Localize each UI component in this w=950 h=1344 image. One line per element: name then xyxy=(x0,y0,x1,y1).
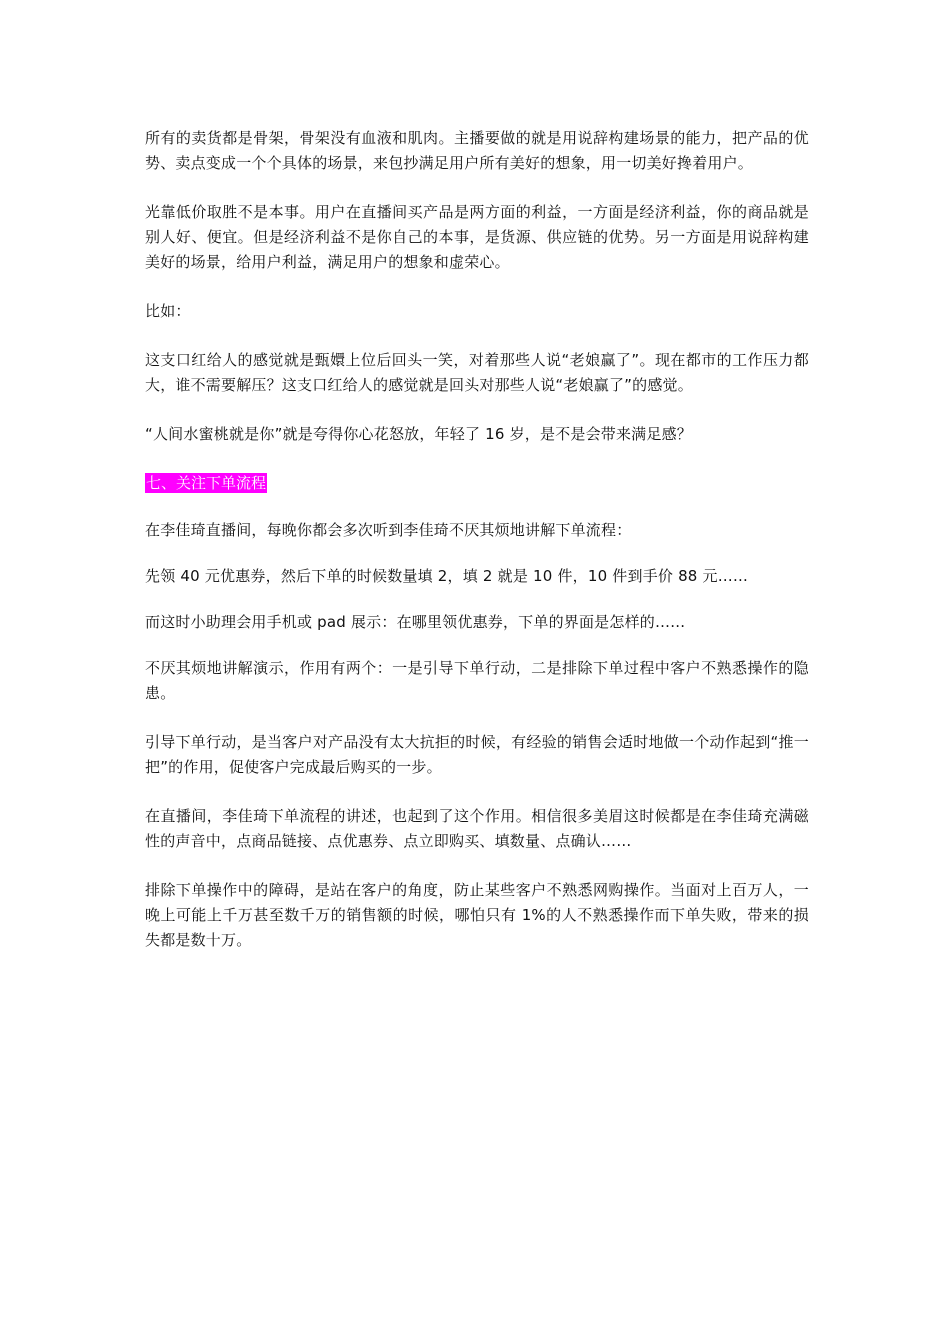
paragraph: 这支口红给人的感觉就是甄嬛上位后回头一笑，对着那些人说“老娘赢了”。现在都市的工作压力都大，谁不需要解压？这支口红给人的感觉就是回头对那些人说“老娘赢了”的感觉。 xyxy=(145,351,809,394)
paragraph: 不厌其烦地讲解演示，作用有两个：一是引导下单行动，二是排除下单过程中客户不熟悉操作的隐患。 xyxy=(145,659,809,702)
section-heading-text: 七、关注下单流程 xyxy=(146,474,267,492)
paragraph: 比如： xyxy=(145,302,191,320)
paragraph: 在直播间，李佳琦下单流程的讲述，也起到了这个作用。相信很多美眉这时候都是在李佳琦充满磁性的声音中，点商品链接、点优惠券、点立即购买、填数量、点确认…… xyxy=(145,807,809,850)
paragraph: 而这时小助理会用手机或 pad 展示：在哪里领优惠券，下单的界面是怎样的…… xyxy=(145,613,686,631)
paragraph: 先领 40 元优惠券，然后下单的时候数量填 2，填 2 就是 10 件，10 件到手价 88 元…… xyxy=(145,567,749,585)
paragraph: 所有的卖货都是骨架，骨架没有血液和肌肉。主播要做的就是用说辞构建场景的能力，把产品的优势、卖点变成一个个具体的场景，来包抄满足用户所有美好的想象，用一切美好搀着用户。 xyxy=(145,129,809,172)
paragraph: 排除下单操作中的障碍，是站在客户的角度，防止某些客户不熟悉网购操作。当面对上百万人，一晚上可能上千万甚至数千万的销售额的时候，哪怕只有 1%的人不熟悉操作而下单失败，带来的损失都是数十万。 xyxy=(145,881,809,949)
paragraph: 光靠低价取胜不是本事。用户在直播间买产品是两方面的利益，一方面是经济利益，你的商品就是别人好、便宜。但是经济利益不是你自己的本事，是货源、供应链的优势。另一方面是用说辞构建美好的场景，给用户利益，满足用户的想象和虚荣心。 xyxy=(145,203,809,271)
paragraph: 引导下单行动，是当客户对产品没有太大抗拒的时候，有经验的销售会适时地做一个动作起到“推一把”的作用，促使客户完成最后购买的一步。 xyxy=(145,733,809,776)
paragraph: 在李佳琦直播间，每晚你都会多次听到李佳琦不厌其烦地讲解下单流程： xyxy=(145,521,632,539)
document-body xyxy=(145,126,809,977)
paragraph: “人间水蜜桃就是你”就是夸得你心花怒放，年轻了 16 岁，是不是会带来满足感？ xyxy=(145,425,692,443)
section-heading xyxy=(145,471,809,496)
